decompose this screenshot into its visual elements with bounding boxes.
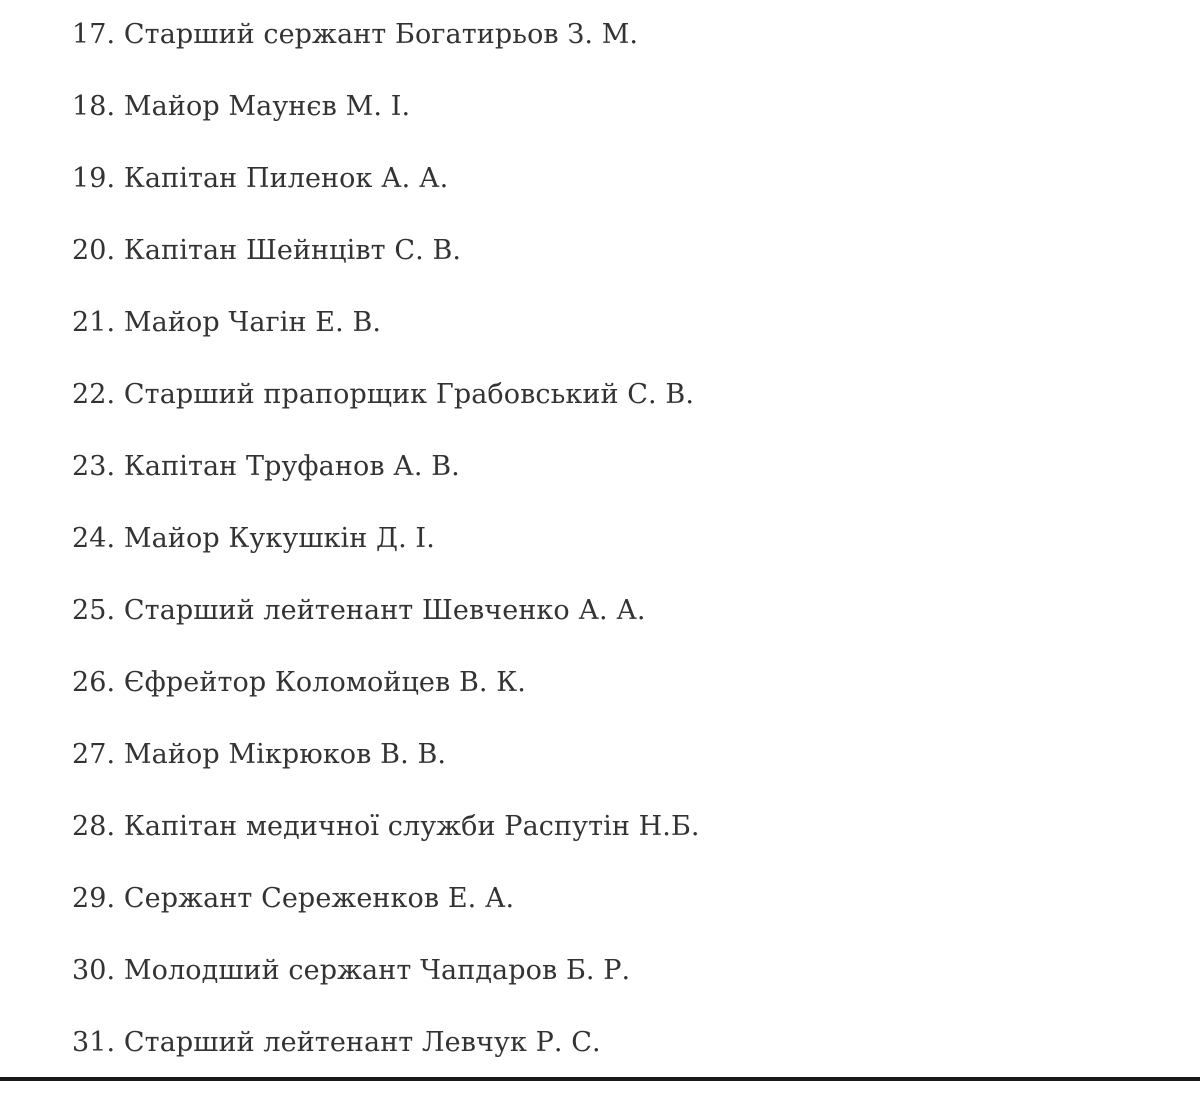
list-item: 18. Майор Маунєв М. І. (72, 91, 411, 122)
list-item: 17. Старший сержант Богатирьов З. М. (72, 19, 639, 50)
list-item: 22. Старший прапорщик Грабовський С. В. (72, 379, 695, 410)
list-item: 27. Майор Мікрюков В. В. (72, 739, 447, 770)
list-item: 25. Старший лейтенант Шевченко А. А. (72, 595, 646, 626)
name-list (72, 16, 700, 1096)
list-item: 20. Капітан Шейнцівт С. В. (72, 235, 462, 266)
list-item: 28. Капітан медичної служби Распутін Н.Б. (72, 811, 700, 842)
list-item: 24. Майор Кукушкін Д. І. (72, 523, 435, 554)
list-item: 19. Капітан Пиленок А. А. (72, 163, 449, 194)
list-item: 21. Майор Чагін Е. В. (72, 307, 382, 338)
list-item: 31. Старший лейтенант Левчук Р. С. (72, 1027, 601, 1058)
bottom-divider (0, 1077, 1200, 1081)
list-item: 26. Єфрейтор Коломойцев В. К. (72, 667, 526, 698)
list-item: 23. Капітан Труфанов А. В. (72, 451, 460, 482)
list-item: 30. Молодший сержант Чапдаров Б. Р. (72, 955, 631, 986)
list-item: 29. Сержант Сереженков Е. А. (72, 883, 515, 914)
